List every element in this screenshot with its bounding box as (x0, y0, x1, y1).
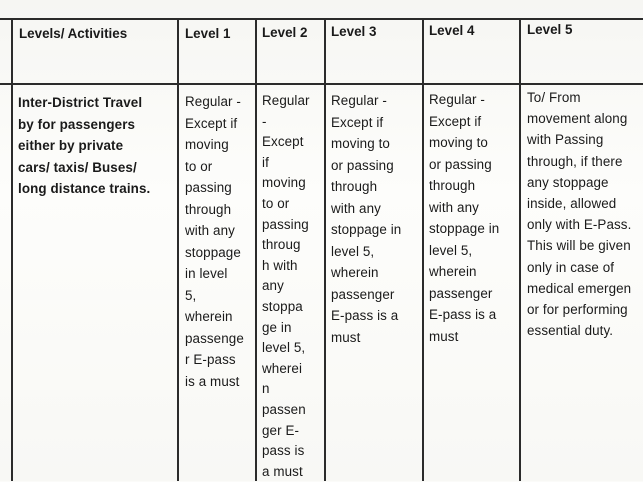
level-5-cell: To/ From movement along with Passing through, if there any stoppage inside, allowed only with E-Pass. This will be given only in case of medical emergen or for performing essential duty. (527, 90, 632, 339)
header-level-5: Level 5 (527, 22, 573, 37)
column-divider-5 (519, 18, 521, 481)
header-row-divider (0, 83, 643, 85)
column-divider-2 (255, 18, 257, 481)
header-level-2: Level 2 (262, 25, 308, 40)
table-left-border (11, 18, 13, 481)
header-levels-activities: Levels/ Activities (19, 26, 128, 41)
header-level-4: Level 4 (429, 23, 475, 38)
header-level-3: Level 3 (331, 24, 377, 39)
level-3-cell: Regular - Except if moving to or passing through with any stoppage in level 5, wherein passenger E-pass is a must (331, 93, 402, 345)
table-top-border (0, 18, 643, 20)
column-divider-4 (422, 18, 424, 481)
level-1-cell: Regular - Except if moving to or passing through with any stoppage in level 5, wherein passenge r E-pass is a must (185, 94, 244, 389)
level-4-cell: Regular - Except if moving to or passing through with any stoppage in level 5, wherein passenger E-pass is a must (429, 92, 500, 344)
level-2-cell: Regular - Except if moving to or passing throug h with any stoppa ge in level 5, wherei n passen ger E- pass is a must (262, 93, 310, 479)
column-divider-1 (177, 18, 179, 481)
column-divider-3 (324, 18, 326, 481)
activity-cell: Inter-District Travel by for passengers either by private cars/ taxis/ Buses/ long distance trains. (18, 95, 151, 196)
header-level-1: Level 1 (185, 26, 231, 41)
